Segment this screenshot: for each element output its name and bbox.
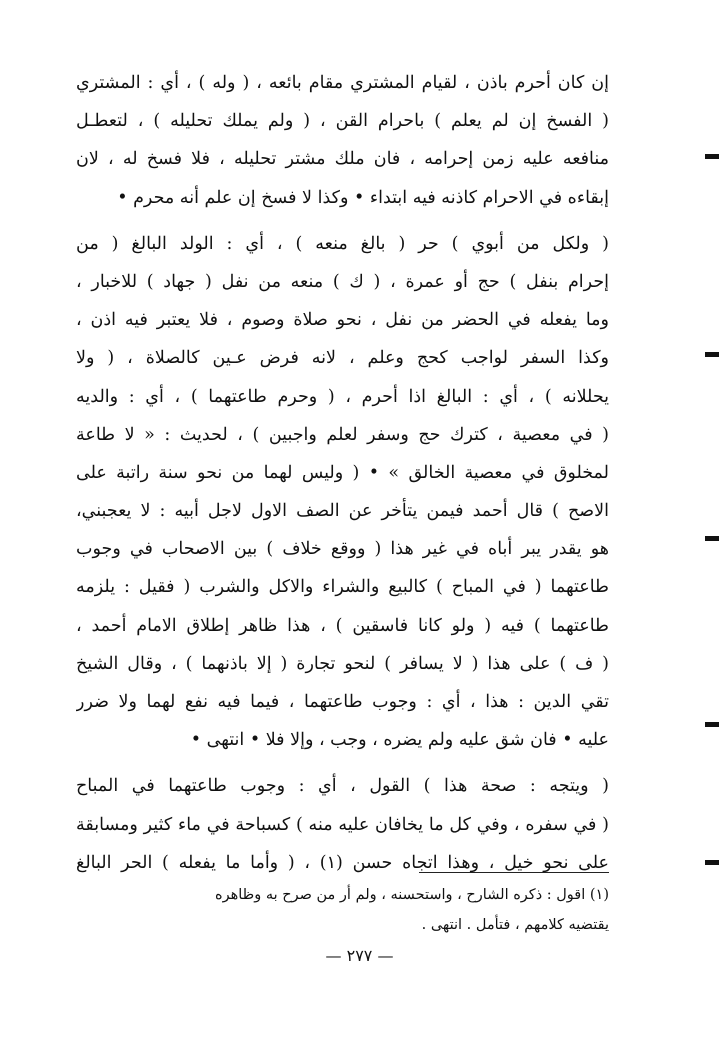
main-text: [76, 64, 609, 882]
text-line-10: ( في معصية ، كترك حج وسفر لعلم واجبين ) ، لحديث : « لا طاعة: [76, 424, 609, 445]
text-line-19: ( ويتجه : صحة هذا ) القول ، أي : وجوب طاعتهما في المباح: [76, 776, 609, 797]
margin-tick-mark: [705, 536, 719, 541]
text-line-4: إبقاءه في الاحرام كاذنه فيه ابتداء • وكذا لا فسخ إن علم أنه محرم •: [117, 187, 609, 208]
margin-tick-mark: [705, 154, 719, 159]
margin-tick-mark: [705, 860, 719, 865]
text-line-14: طاعتهما ( في المباح ) كالبيع والشراء والاكل والشرب ( فقيل : يلزمه: [76, 577, 609, 598]
text-line-7: وما يفعله في الحضر من نفل ، نحو صلاة وصوم ، فلا يعتبر فيه اذن ،: [76, 310, 609, 331]
page-number: — ٢٧٧ —: [325, 946, 394, 965]
text-line-16: ( ف ) على هذا ( لا يسافر ) لنحو تجارة ( إلا باذنهما ) ، وقال الشيخ: [76, 653, 609, 674]
margin-tick-mark: [705, 352, 719, 357]
text-line-8: وكذا السفر لواجب كحج وعلم ، لانه فرض عـين كالصلاة ، ( ولا: [76, 348, 609, 369]
text-line-21: على نحو خيل ، وهذا اتجاه حسن (١) ، ( وأما ما يفعله ) الحر البالغ: [76, 852, 609, 873]
footnotes: [76, 880, 609, 940]
footnote-line-1: (١) اقول : ذكره الشارح ، واستحسنه ، ولم أر من صرح به وظاهره: [215, 887, 609, 903]
paragraph-gap: [76, 759, 609, 767]
footnote-line-2: يقتضيه كلامهم ، فتأمل . انتهى .: [421, 917, 609, 933]
text-line-1: إن كان أحرم باذن ، لقيام المشتري مقام بائعه ، ( وله ) ، أي : المشتري: [76, 73, 609, 93]
text-line-18: عليه • فان شق عليه ولم يضره ، وجب ، وإلا فلا • انتهى •: [190, 730, 609, 751]
paragraph-gap: [76, 217, 609, 225]
margin-tick-mark: [705, 722, 719, 727]
text-line-20: ( في سفره ، وفي كل ما يخافان عليه منه ) كسباحة في ماء كثير ومسابقة: [76, 814, 609, 835]
text-line-6: إحرام بنفل ) حج أو عمرة ، ( ك ) منعه من نفل ( جهاد ) للاخبار ،: [76, 271, 609, 292]
text-line-9: يحللانه ) ، أي : البالغ اذا أحرم ، ( وحرم طاعتهما ) ، أي : والديه: [76, 386, 609, 407]
text-line-3: منافعه عليه زمن إحرامه ، فان ملك مشتر تحليله ، فلا فسخ له ، لان: [76, 149, 609, 170]
text-line-13: هو يقدر يبر أباه في غير هذا ( ووقع خلاف ) بين الاصحاب في وجوب: [76, 539, 609, 560]
text-line-15: طاعتهما ) فيه ( ولو كانا فاسقين ) ، هذا ظاهر إطلاق الامام أحمد ،: [76, 615, 609, 636]
text-line-5: ( ولكل من أبوي ) حر ( بالغ منعه ) ، أي : الولد البالغ ( من: [76, 233, 609, 254]
text-line-17: تقي الدين : هذا ، أي : وجوب طاعتهما ، فيما فيه نفع لهما ولا ضرر: [76, 692, 609, 712]
text-line-2: ( الفسخ إن لم يعلم ) باحرام القن ، ( ولم يملك تحليله ) ، لتعطـل: [76, 111, 609, 132]
text-line-12: الاصح ) قال أحمد فيمن يتأخر عن الصف الاول لاجل أبيه : لا يعجبني،: [76, 501, 609, 522]
text-line-11: لمخلوق في معصية الخالق » • ( وليس لهما من نحو سنة راتبة على: [76, 462, 609, 483]
footnote-divider: [419, 872, 609, 873]
